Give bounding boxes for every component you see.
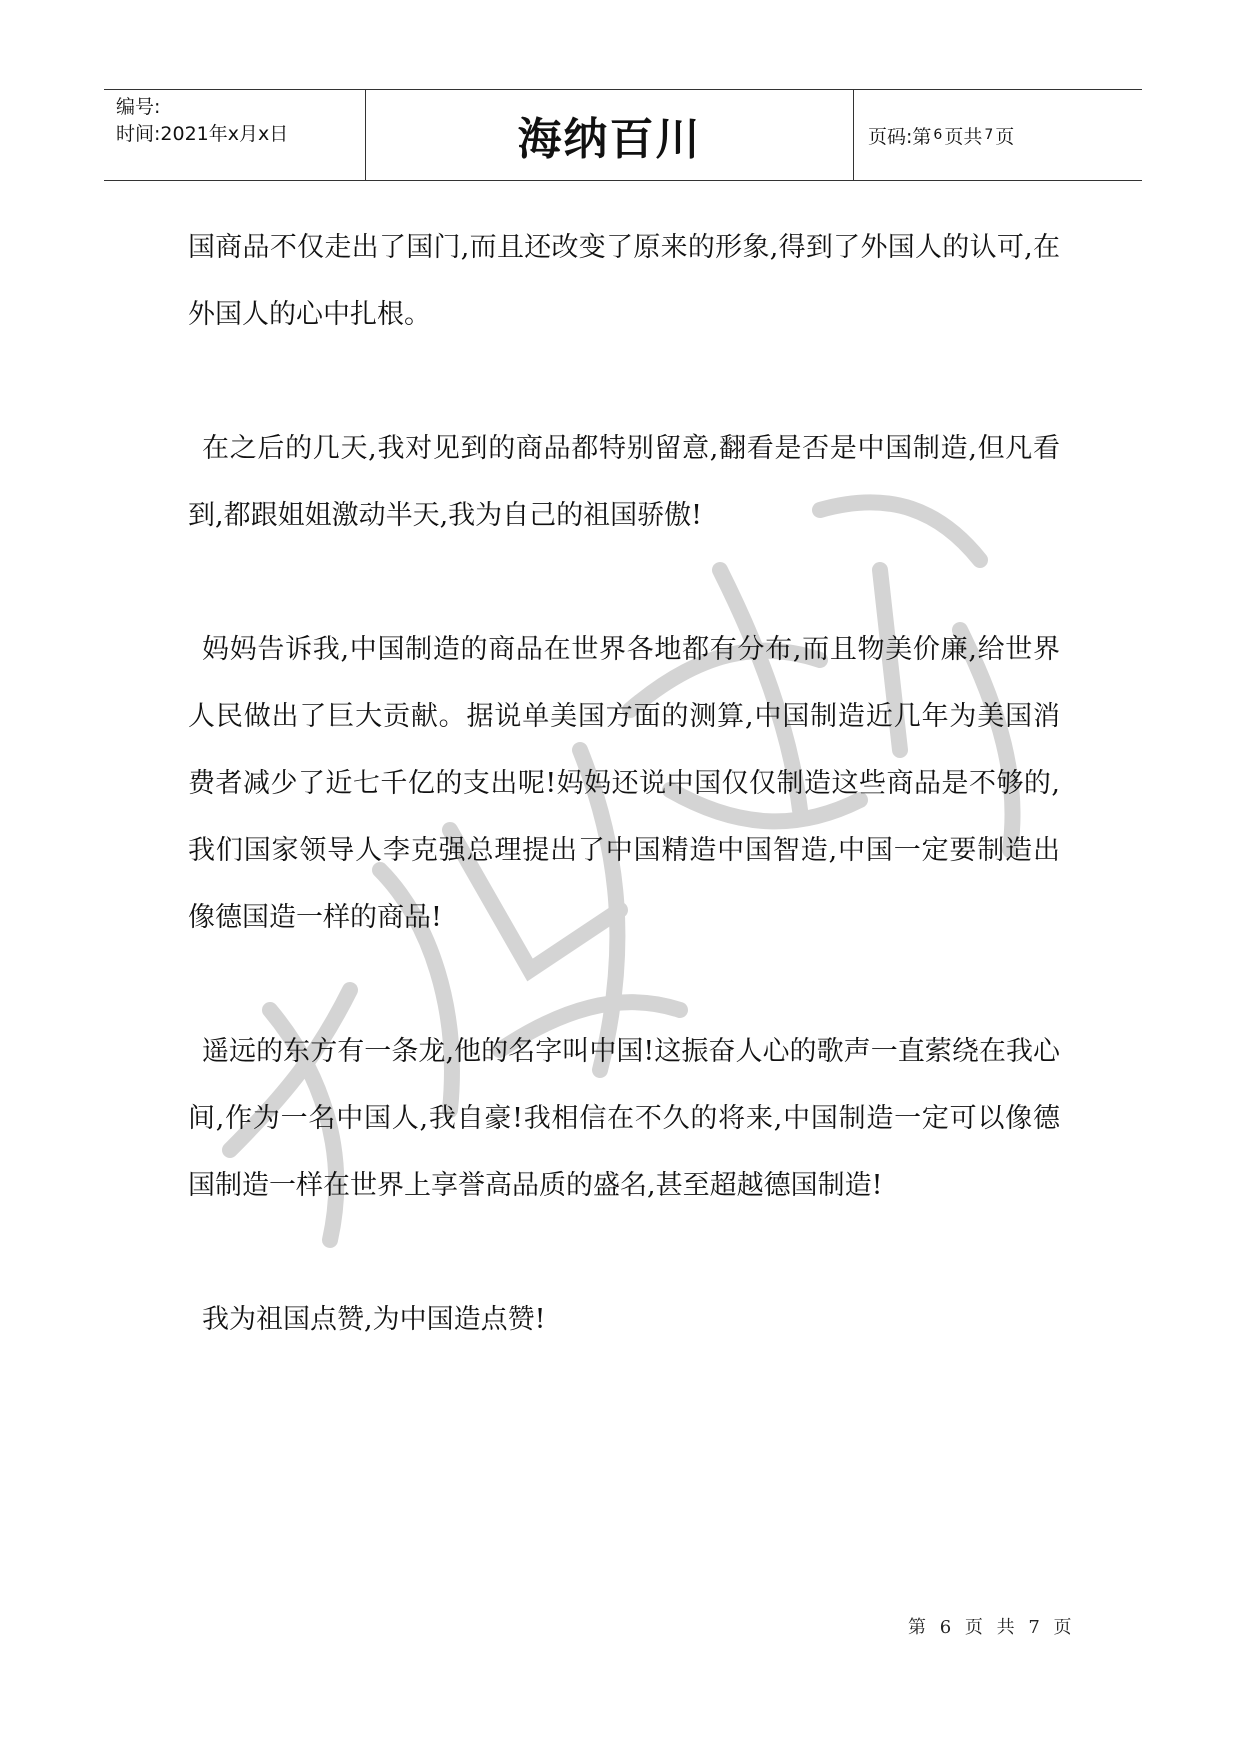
header-page-cell [854,90,1142,180]
time-value: 2021年x月x日 [160,123,289,145]
paragraph-3: 妈妈告诉我,中国制造的商品在世界各地都有分布,而且物美价廉,给世界人民做出了巨大贡献。据说单美国方面的测算,中国制造近几年为美国消费者减少了近七千亿的支出呢!妈妈还说中国仅仅制造这些商品是不够的,我们国家领导人李克强总理提出了中国精造中国智造,中国一定要制造出像德国造一样的商品! [188,634,1060,933]
page-current: 6 [933,127,943,143]
page-end: 页 [995,125,1015,148]
paragraph-5: 我为祖国点赞,为中国造点赞! [202,1304,546,1335]
page-middle: 页共 [944,125,983,148]
page-footer: 第 6 页 共 7 页 [908,1617,1076,1638]
document-body [188,214,1060,1420]
paragraph-1: 国商品不仅走出了国门,而且还改变了原来的形象,得到了外国人的认可,在外国人的心中扎根。 [188,232,1060,330]
page-total: 7 [984,127,994,143]
header-title-cell [366,90,854,180]
time-line [116,121,365,148]
document-title: 海纳百川 [517,114,702,165]
page-label: 页码:第 [868,125,932,148]
number-label: 编号: [116,96,161,118]
header-meta-cell [104,90,366,180]
time-label: 时间: [116,123,161,145]
document-header [104,89,1142,181]
paragraph-2: 在之后的几天,我对见到的商品都特别留意,翻看是否是中国制造,但凡看到,都跟姐姐激动半天,我为自己的祖国骄傲! [188,433,1060,531]
paragraph-4: 遥远的东方有一条龙,他的名字叫中国!这振奋人心的歌声一直萦绕在我心间,作为一名中国人,我自豪!我相信在不久的将来,中国制造一定可以像德国制造一样在世界上享誉高品质的盛名,甚至超越德国制造! [188,1036,1060,1201]
